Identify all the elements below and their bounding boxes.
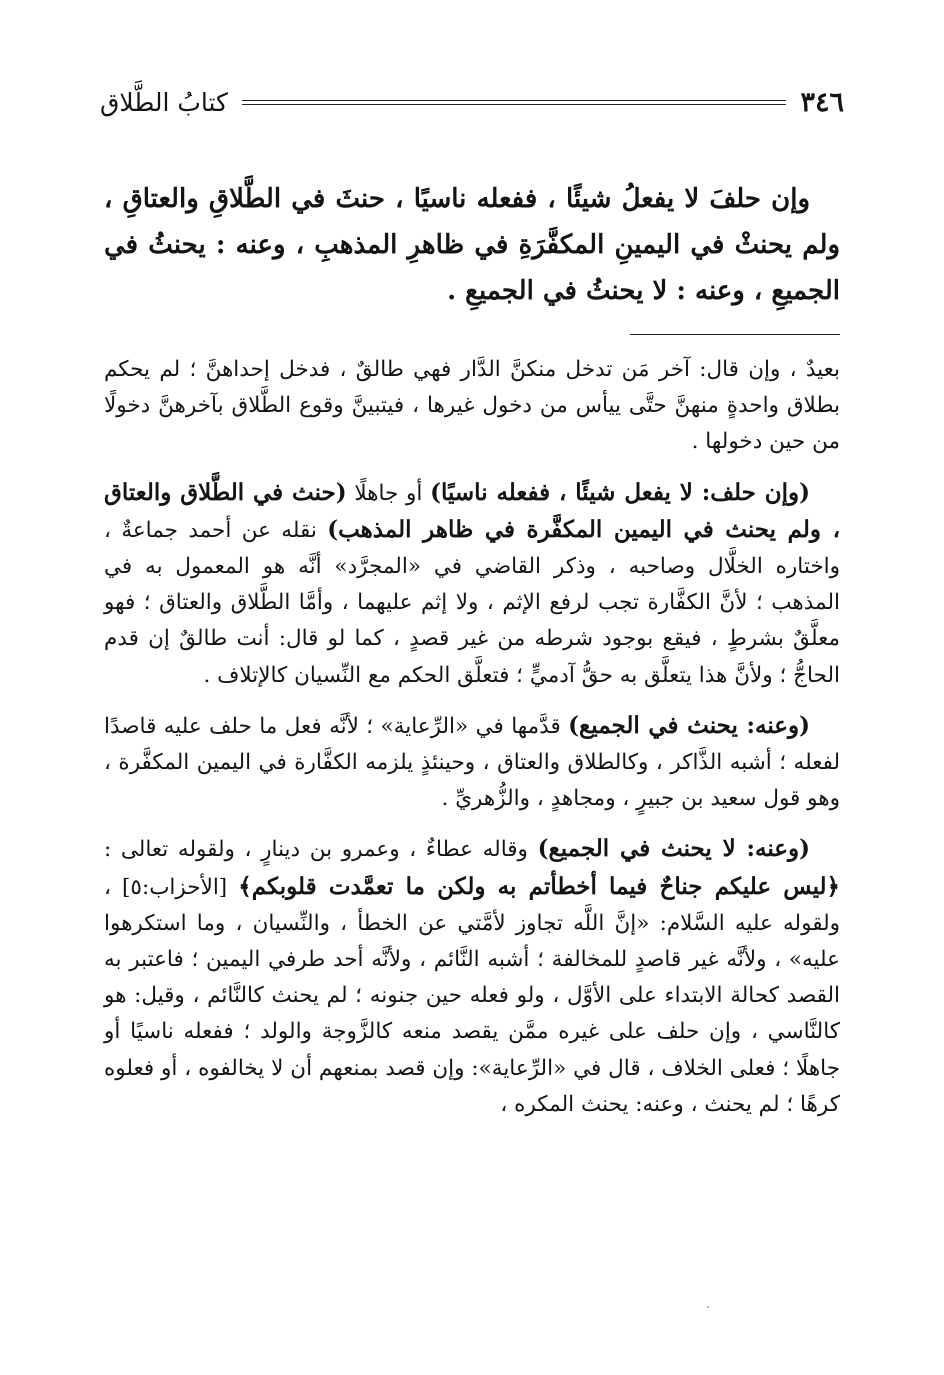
commentary-text: وقاله عطاءٌ ، وعمرو بن دينارٍ ، ولقوله تعالى : xyxy=(104,837,538,863)
quoted-text: (حنث في الطَّلاق والعتاق ، ولم يحنث في اليمين المكفَّرة في ظاهر المذهب) xyxy=(104,478,841,543)
main-text-paragraph: وإن حلفَ لا يفعلُ شيئًا ، ففعله ناسيًا ، حنثَ في الطَّلاقِ والعتاقِ ، ولم يحنثْ في اليمينِ المكفَّرَةِ في ظاهرِ المذهبِ ، وعنه : يحنثُ في الجميعِ ، وعنه : لا يحنثُ في الجميعِ . xyxy=(104,184,840,306)
commentary-text: نقله عن أحمد جماعةٌ ، واختاره الخلَّال وصاحبه ، وذكر القاضي في «المجرَّد» أنَّه هو المعمول به في المذهب ؛ لأنَّ الكفَّارة تجب لرفع الإثم ، ولا إثم عليهما ، وأمَّا الطَّلاق والعتاق ؛ فهو معلَّقٌ بشرطٍ ، فيقع بوجود شرطه من غير قصدٍ ، كما لو قال: أنت طالقٌ إن قدم الحاجُّ ؛ ولأنَّ هذا يتعلَّق به حقُّ آدميٍّ ؛ فتعلَّق الحكم مع النِّسيان كالإتلاف . xyxy=(104,517,840,688)
commentary-paragraph-1: بعيدٌ ، وإن قال: آخر مَن تدخل منكنَّ الدَّار فهي طالقٌ ، فدخل إحداهنَّ ؛ لم يحكم بطلاق واحدةٍ منهنَّ حتَّى ييأس من دخول غيرها ، فيتبينَّ وقوع الطَّلاق بآخرهنَّ دخولًا من حين دخولها . xyxy=(104,357,840,455)
quran-verse: ﴿ليس عليكم جناحٌ فيما أخطأتم به ولكن ما تعمَّدت قلوبكم﴾ xyxy=(238,872,841,900)
commentary-text: قدَّمها في «الرِّعاية» ؛ لأنَّه فعل ما حلف عليه قاصدًا لفعله ؛ أشبه الذَّاكر ، وكالطلاق والعتاق ، وحينئذٍ يلزمه الكفَّارة في اليمين المكفَّرة ، وهو قول سعيد بن جبيرٍ ، ومجاهدٍ ، والزُّهريِّ . xyxy=(104,713,840,812)
header-rule xyxy=(242,100,787,105)
quoted-text: (وعنه: لا يحنث في الجميع) xyxy=(537,835,811,863)
book-title: كتابُ الطَّلاق xyxy=(100,87,228,117)
scan-speck xyxy=(707,1306,709,1308)
quoted-text: (وإن حلف: لا يفعل شيئًا ، ففعله ناسيًا) xyxy=(430,478,810,506)
commentary-text: [الأحزاب:٥] ، ولقوله عليه السَّلام: «إنَّ اللَّه تجاوز لأمَّتي عن الخطأ ، والنِّسيان ، وما استكرهوا عليه» ، ولأنَّه غير قاصدٍ للمخالفة ؛ أشبه النَّائم ، ولأنَّه أحد طرفي اليمين ؛ فاعتبر به القصد كحالة الابتداء على الأوَّل ، ولو فعله حين جنونه ؛ لم يحنث كالنَّائم ، وقيل: هو كالنَّاسي ، وإن حلف على غيره ممَّن يقصد منعه كالزَّوجة والولد ؛ ففعله ناسيًا أو جاهلًا ؛ فعلى الخلاف ، قال في «الرِّعاية»: وإن قصد بمنعهم أن لا يخالفوه ، أو فعلوه كرهًا ؛ لم يحنث ، وعنه: يحنث المكره ، xyxy=(104,874,840,1117)
main-text xyxy=(104,176,840,314)
page-number: ٣٤٦ xyxy=(800,86,844,118)
quoted-text: (وعنه: يحنث في الجميع) xyxy=(568,711,810,739)
commentary-paragraph-3 xyxy=(104,708,840,818)
footnote-separator xyxy=(630,334,840,335)
commentary xyxy=(104,352,840,1137)
commentary-paragraph-2 xyxy=(104,475,840,694)
page-header xyxy=(100,82,844,122)
commentary-paragraph-4 xyxy=(104,831,840,1123)
commentary-text: أو جاهلًا xyxy=(346,480,431,506)
